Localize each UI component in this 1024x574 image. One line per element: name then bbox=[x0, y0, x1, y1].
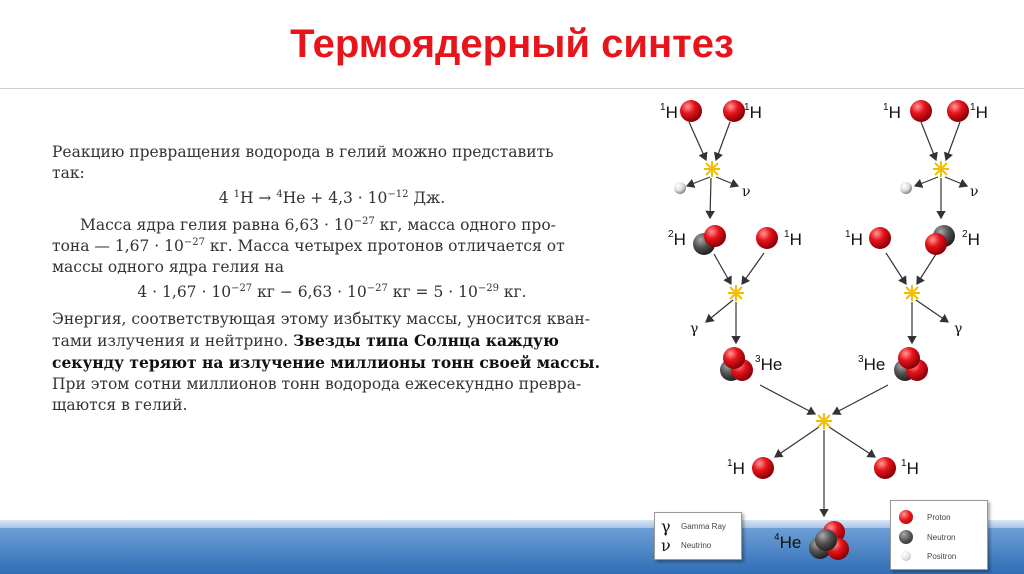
neutrino-symbol: ν bbox=[661, 536, 671, 555]
positron-icon bbox=[901, 551, 911, 561]
legend-radiation bbox=[654, 512, 742, 560]
legend-row-positron bbox=[899, 547, 979, 565]
eq-part: Дж. bbox=[408, 189, 446, 207]
bold-span: Звезды типа Солнца каждую bbox=[293, 331, 559, 350]
proton-icon bbox=[704, 225, 726, 247]
text-span: При этом сотни миллионов тонн водорода ежесекундно превра- bbox=[52, 375, 582, 393]
eq-part: H → bbox=[239, 189, 277, 207]
proton-icon bbox=[723, 100, 745, 122]
text-span: массы одного ядра гелия на bbox=[52, 258, 285, 276]
collision-star-icon bbox=[704, 161, 720, 177]
label-1H: $^1$H bbox=[660, 102, 678, 122]
legend-label: Proton bbox=[927, 512, 951, 522]
eq-part: кг = 5 · 10 bbox=[387, 283, 478, 301]
eq-sup: −27 bbox=[183, 236, 205, 248]
neutrino-label: ν bbox=[970, 184, 979, 200]
proton-icon bbox=[869, 227, 891, 249]
radiation-labels bbox=[690, 184, 979, 337]
label-2H: $^2$H bbox=[668, 229, 686, 249]
label-3He: $^3$He bbox=[755, 354, 783, 374]
legend-row-neutron bbox=[899, 527, 979, 547]
label-3He: $^3$He bbox=[858, 354, 886, 374]
eq-sup: −12 bbox=[387, 188, 409, 200]
collision-stars bbox=[704, 161, 949, 429]
proton-icon bbox=[874, 457, 896, 479]
neutron-icon bbox=[899, 530, 913, 544]
legend-row-proton bbox=[899, 507, 979, 527]
text-span: Энергия, соответствующая этому избытку массы, уносится кван- bbox=[52, 310, 590, 328]
text-span: тами излучения и нейтрино. bbox=[52, 332, 294, 350]
proton-icon bbox=[898, 347, 920, 369]
neutron-icon bbox=[815, 529, 837, 551]
eq-sup: −27 bbox=[366, 282, 388, 294]
label-1H: $^1$H bbox=[845, 229, 863, 249]
proton-icon bbox=[947, 100, 969, 122]
proton-icon bbox=[723, 347, 745, 369]
label-1H: $^1$H bbox=[727, 458, 745, 478]
text-span: так: bbox=[52, 164, 85, 182]
neutrino-label: ν bbox=[742, 184, 751, 200]
collision-star-icon bbox=[816, 413, 832, 429]
legend-particles bbox=[890, 500, 988, 570]
eq-part: 4 · 1,67 · 10 bbox=[137, 283, 232, 301]
legend-label: Neutrino bbox=[681, 541, 712, 550]
proton-icon bbox=[752, 457, 774, 479]
text-span: Масса ядра гелия равна 6,63 · 10 bbox=[80, 216, 354, 234]
eq-sup: 1 bbox=[233, 188, 240, 200]
proton-icon bbox=[899, 510, 913, 524]
label-1H: $^1$H bbox=[784, 229, 802, 249]
proton-icon bbox=[925, 233, 947, 255]
text-span: тона — 1,67 · 10 bbox=[52, 237, 184, 255]
gamma-label: γ bbox=[954, 321, 963, 337]
text-span: кг, масса одного про- bbox=[374, 216, 556, 234]
positron-icon bbox=[900, 182, 912, 194]
bold-span: секунду теряют на излучение миллионы тонн своей массы. bbox=[52, 353, 600, 372]
eq-part: He + 4,3 · 10 bbox=[282, 189, 388, 207]
eq-sup: −27 bbox=[231, 282, 253, 294]
legend-row-gamma bbox=[661, 517, 735, 536]
eq-sup: −27 bbox=[353, 215, 375, 227]
legend-label: Neutron bbox=[927, 532, 956, 542]
reaction-arrows bbox=[687, 122, 967, 516]
proton-icon bbox=[910, 100, 932, 122]
collision-star-icon bbox=[904, 285, 920, 301]
eq-part: 4 bbox=[218, 189, 234, 207]
collision-star-icon bbox=[728, 285, 744, 301]
eq-sup: −29 bbox=[477, 282, 499, 294]
label-1H: $^1$H bbox=[901, 458, 919, 478]
positron-icon bbox=[674, 182, 686, 194]
label-4He: $^4$He bbox=[774, 532, 802, 552]
legend-label: Gamma Ray bbox=[681, 522, 726, 531]
slide-title: Термоядерный синтез bbox=[290, 22, 734, 66]
label-2H: $^2$H bbox=[962, 229, 980, 249]
text-span: Реакцию превращения водорода в гелий можно представить bbox=[52, 143, 554, 161]
text-span: щаются в гелий. bbox=[52, 396, 188, 414]
label-1H: $^1$H bbox=[744, 102, 762, 122]
legend-row-neutrino bbox=[661, 536, 735, 555]
eq-part: кг − 6,63 · 10 bbox=[252, 283, 367, 301]
text-span: кг. Масса четырех протонов отличается от bbox=[204, 237, 565, 255]
collision-star-icon bbox=[933, 161, 949, 177]
legend-label: Positron bbox=[927, 551, 957, 561]
gamma-label: γ bbox=[690, 321, 699, 337]
label-1H: $^1$H bbox=[883, 102, 901, 122]
gamma-symbol: γ bbox=[661, 517, 671, 536]
proton-icon bbox=[756, 227, 778, 249]
eq-part: кг. bbox=[498, 283, 527, 301]
label-1H: $^1$H bbox=[970, 102, 988, 122]
eq-sup: 4 bbox=[276, 188, 283, 200]
proton-icon bbox=[680, 100, 702, 122]
